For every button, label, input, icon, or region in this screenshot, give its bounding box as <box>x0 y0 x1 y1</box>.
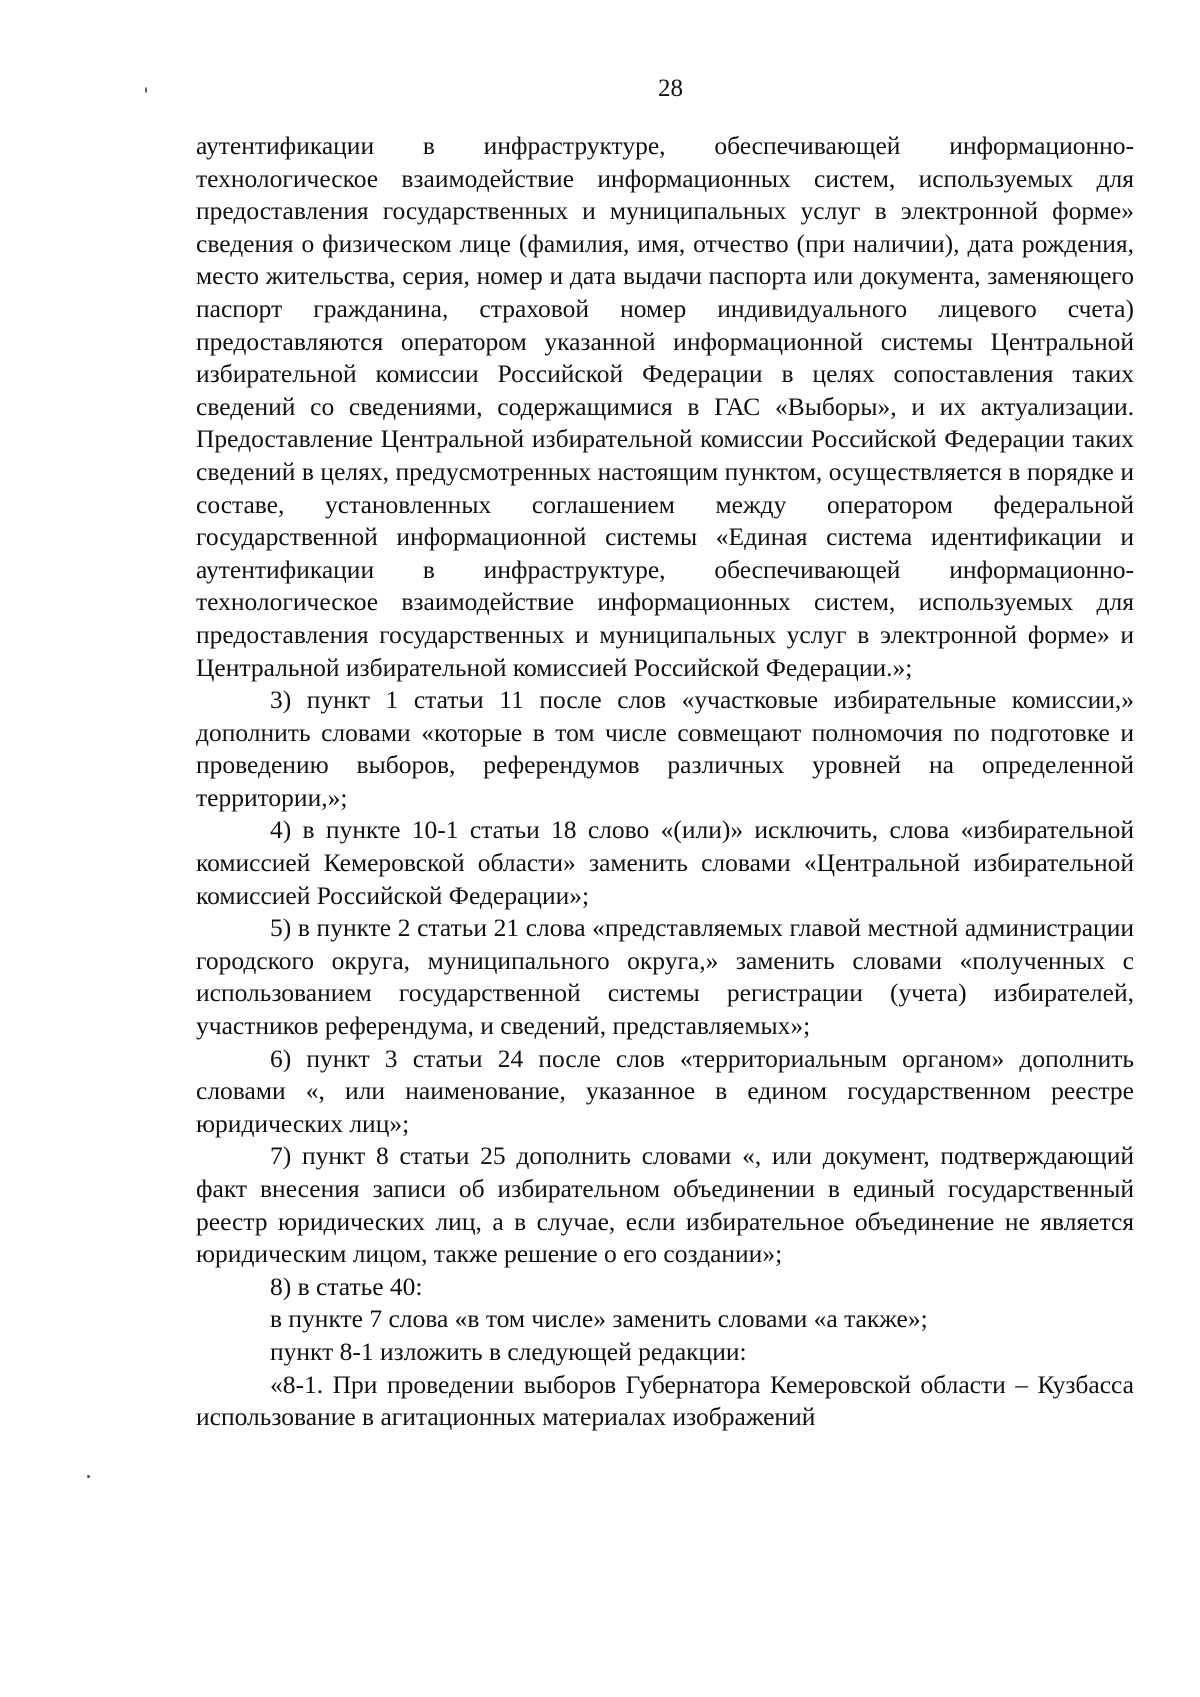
paragraph-item-8-point-8-1: пункт 8-1 изложить в следующей редакции: <box>270 1336 747 1366</box>
paragraph-item-8-point-7: в пункте 7 слова «в том числе» заменить словами «а также»; <box>270 1304 928 1334</box>
paragraph-continuation: аутентификации в инфраструктуре, обеспечивающей информационно-технологическое взаимодействие информационных систем, используемых для предоставления государственных и муниципальных услуг в электронной форме» сведения о физическом лице (фамилия, имя, отчество (при наличии), дата рождения, место жительства, серия, номер и дата выдачи паспорта или документа, заменяющего паспорт гражданина, страховой номер индивидуального лицевого счета) предоставляются оператором указанной информационной системы Центральной избирательной комиссии Российской Федерации в целях сопоставления таких сведений со сведениями, содержащимися в ГАС «Выборы», и их актуализации. Предоставление Центральной избирательной комиссии Российской Федерации таких сведений в целях, предусмотренных настоящим пунктом, осуществляется в порядке и составе, установленных соглашением между оператором федеральной государственной информационной системы «Единая система идентификации и аутентификации в инфраструктуре, обеспечивающей информационно-технологическое взаимодействие информационных систем, используемых для предоставления государственных и муниципальных услуг в электронной форме» и Центральной избирательной комиссией Российской Федерации.»; <box>196 131 1134 682</box>
paragraph-item-6: 6) пункт 3 статьи 24 после слов «территориальным органом» дополнить словами «, или наименование, указанное в едином государственном реестре юридических лиц»; <box>196 1043 1134 1138</box>
paragraph-quote-8-1: «8-1. При проведении выборов Губернатора Кемеровской области – Кузбасса использование в агитационных материалах изображений <box>196 1369 1134 1432</box>
paragraph-item-4: 4) в пункте 10-1 статьи 18 слово «(или)» исключить, слова «избирательной комиссией Кемеровской области» заменить словами «Центральной избирательной комиссией Российской Федерации»; <box>196 815 1134 910</box>
paragraph-item-3: 3) пункт 1 статьи 11 после слов «участковые избирательные комиссии,» дополнить словами «которые в том числе совмещают полномочия по подготовке и проведению выборов, референдумов различных уровней на определенной территории,»; <box>196 685 1134 812</box>
document-body <box>196 130 1134 1434</box>
paragraph-item-8: 8) в статье 40: <box>270 1271 423 1301</box>
paragraph-item-5: 5) в пункте 2 статьи 21 слова «представляемых главой местной администрации городского округа, муниципального округа,» заменить словами «полученных с использованием государственной системы регистрации (учета) избирателей, участников референдума, и сведений, представляемых»; <box>196 913 1134 1041</box>
page-number: 28 <box>658 75 683 102</box>
paragraph-item-7: 7) пункт 8 статьи 25 дополнить словами «, или документ, подтверждающий факт внесения записи об избирательном объединении в единый государственный реестр юридических лиц, а в случае, если избирательное объединение не является юридическим лицом, также решение о его создании»; <box>196 1141 1134 1269</box>
scan-speck <box>87 1475 90 1478</box>
